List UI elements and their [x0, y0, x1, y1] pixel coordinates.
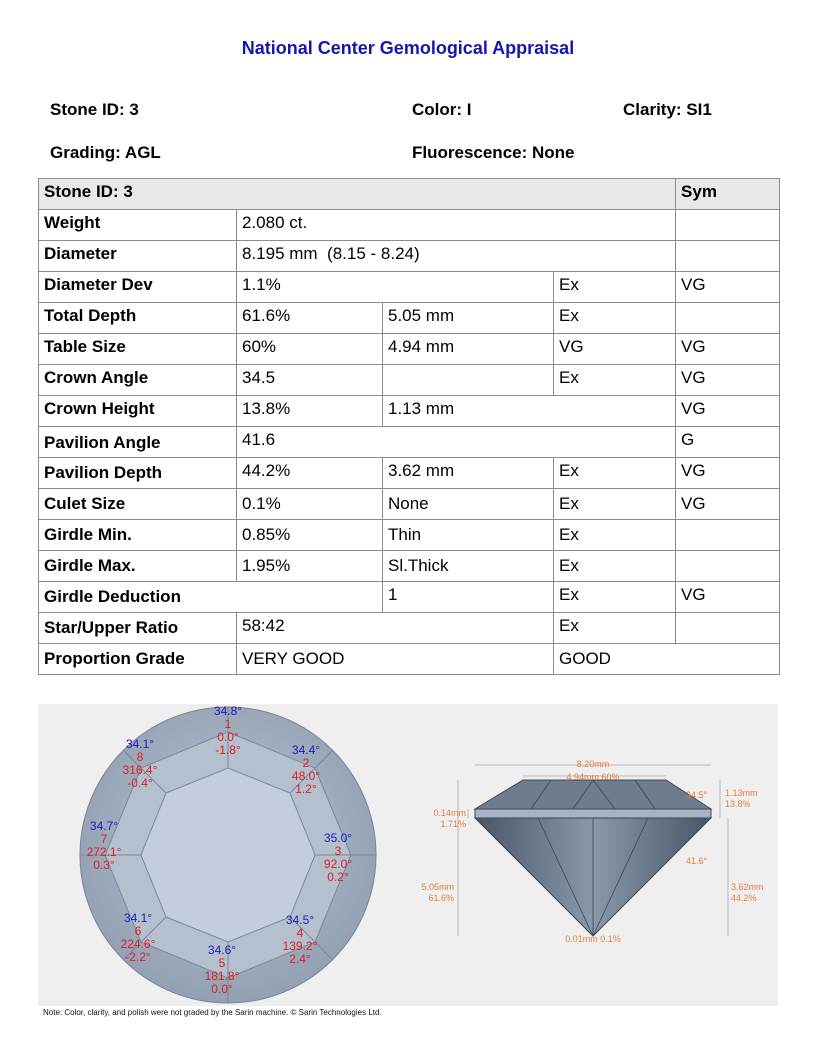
profile-total-depth-pct: 61.6% — [428, 893, 454, 903]
row-label: Proportion Grade — [39, 644, 237, 675]
row-sym: VG — [676, 489, 780, 520]
row-value: 1.1% — [237, 272, 554, 303]
row-grade: Ex — [554, 489, 676, 520]
row-label: Girdle Deduction — [39, 582, 383, 613]
row-sym: VG — [676, 272, 780, 303]
table-row — [39, 365, 780, 396]
sector-deviation-label: -1.8° — [215, 743, 241, 757]
profile-table: 4.94mm 60% — [566, 772, 620, 782]
sector-angle-label: 34.1° — [125, 737, 155, 751]
row-sym — [676, 551, 780, 582]
table-row — [39, 489, 780, 520]
color-header: Color: I — [412, 100, 472, 119]
row-label: Total Depth — [39, 303, 237, 334]
table-row — [39, 241, 780, 272]
profile-pavilion-angle: 41.6° — [686, 856, 708, 866]
row-label: Pavilion Depth — [39, 458, 237, 489]
row-label: Star/Upper Ratio — [39, 613, 237, 644]
profile-crown-height-mm: 1.13mm — [725, 788, 758, 798]
row-mm: 1.13 mm — [383, 396, 676, 427]
row-sym — [676, 613, 780, 644]
row-label: Girdle Min. — [39, 520, 237, 551]
row-label: Girdle Max. — [39, 551, 237, 582]
grading-header: Grading: AGL — [50, 143, 161, 162]
table-row — [39, 210, 780, 241]
row-mm: None — [383, 489, 554, 520]
sector-angle-label: 35.0° — [323, 831, 353, 845]
row-label: Diameter — [39, 241, 237, 272]
sector-angle-label: 34.4° — [291, 743, 321, 757]
row-label: Crown Angle — [39, 365, 237, 396]
sector-azimuth-label: 316.4° — [122, 763, 158, 777]
profile-culet: 0.01mm 0.1% — [565, 934, 621, 944]
row-sym — [676, 303, 780, 334]
row-value: 58:42 — [237, 613, 554, 644]
sector-azimuth-label: 139.2° — [282, 939, 318, 953]
row-mm: 5.05 mm — [383, 303, 554, 334]
table-row — [39, 272, 780, 303]
row-mm: 3.62 mm — [383, 458, 554, 489]
profile-girdle-mm: 0.14mm — [433, 808, 466, 818]
row-mm — [383, 365, 554, 396]
sector-angle-label: 34.1° — [123, 911, 153, 925]
sector-deviation-label: 0.0° — [211, 982, 233, 996]
report-title: National Center Gemological Appraisal — [241, 38, 575, 58]
diamond-diagram — [38, 704, 778, 1006]
row-grade: Ex — [554, 303, 676, 334]
row-grade: Ex — [554, 520, 676, 551]
profile-view — [421, 759, 763, 944]
top-view — [80, 704, 376, 1003]
sector-angle-label: 34.8° — [213, 704, 243, 718]
sector-number-label: 6 — [134, 924, 142, 938]
table-row — [39, 303, 780, 334]
row-label: Diameter Dev — [39, 272, 237, 303]
sector-number-label: 7 — [100, 832, 108, 846]
sector-angle-label: 34.7° — [89, 819, 119, 833]
sector-number-label: 1 — [224, 717, 232, 731]
row-mm: Sl.Thick — [383, 551, 554, 582]
row-label: Weight — [39, 210, 237, 241]
sector-deviation-label: -0.4° — [127, 776, 153, 790]
clarity-header: Clarity: SI1 — [623, 100, 712, 119]
row-value: 0.1% — [237, 489, 383, 520]
stone-id-header: Stone ID: 3 — [50, 100, 139, 119]
sym-column-header: Sym — [676, 179, 780, 210]
profile-total-depth-mm: 5.05mm — [421, 882, 454, 892]
row-sym: VG — [676, 396, 780, 427]
sector-angle-label: 34.5° — [285, 913, 315, 927]
profile-diameter: 8.20mm — [576, 759, 610, 769]
sector-azimuth-label: 224.6° — [120, 937, 156, 951]
sector-deviation-label: 1.2° — [295, 782, 317, 796]
sector-azimuth-label: 181.8° — [204, 969, 240, 983]
row-value: VERY GOOD — [237, 644, 554, 675]
fluorescence-header: Fluorescence: None — [412, 143, 575, 162]
measurements-table — [38, 178, 780, 675]
row-sym: VG — [676, 334, 780, 365]
row-grade: Ex — [554, 613, 676, 644]
row-grade: Ex — [554, 272, 676, 303]
sector-deviation-label: -2.2° — [125, 950, 151, 964]
row-value: 41.6 — [237, 427, 676, 458]
sector-number-label: 2 — [302, 756, 310, 770]
table-row — [39, 520, 780, 551]
row-label: Crown Height — [39, 396, 237, 427]
sector-azimuth-label: 48.0° — [291, 769, 321, 783]
row-sym — [676, 520, 780, 551]
sector-deviation-label: 0.3° — [93, 858, 115, 872]
row-mm: 4.94 mm — [383, 334, 554, 365]
row-grade: Ex — [554, 365, 676, 396]
table-row — [39, 582, 780, 613]
row-sym: VG — [676, 458, 780, 489]
row-grade: VG — [554, 334, 676, 365]
row-sym — [676, 210, 780, 241]
row-sym: VG — [676, 582, 780, 613]
girdle-profile — [475, 809, 711, 818]
table-row — [39, 551, 780, 582]
profile-crown-angle: 34.5° — [686, 790, 708, 800]
table-row — [39, 613, 780, 644]
sector-deviation-label: 2.4° — [289, 952, 311, 966]
sector-number-label: 5 — [218, 956, 226, 970]
footnote: Note: Color, clarity, and polish were not graded by the Sarin machine. © Sarin Technologies Ltd. — [43, 1008, 382, 1017]
row-value: 8.195 mm (8.15 - 8.24) — [237, 241, 676, 272]
crown-profile — [475, 780, 711, 809]
table-row — [39, 458, 780, 489]
row-value: 13.8% — [237, 396, 383, 427]
row-mm: Thin — [383, 520, 554, 551]
sector-angle-label: 34.6° — [207, 943, 237, 957]
row-value: 2.080 ct. — [237, 210, 676, 241]
table-stone-id: Stone ID: 3 — [39, 179, 676, 210]
profile-pavilion-depth-mm: 3.62mm — [731, 882, 764, 892]
sector-number-label: 4 — [296, 926, 304, 940]
profile-pavilion-depth-pct: 44.2% — [731, 893, 757, 903]
row-value: 1.95% — [237, 551, 383, 582]
table-row — [39, 396, 780, 427]
diamond-diagram-svg — [38, 704, 778, 1006]
sector-azimuth-label: 0.0° — [217, 730, 239, 744]
sector-deviation-label: 0.2° — [327, 870, 349, 884]
row-value: 34.5 — [237, 365, 383, 396]
row-value: 44.2% — [237, 458, 383, 489]
row-label: Pavilion Angle — [39, 427, 237, 458]
profile-girdle-pct: 1.71% — [440, 819, 466, 829]
row-value: 61.6% — [237, 303, 383, 334]
row-grade: GOOD — [554, 644, 780, 675]
sector-number-label: 8 — [136, 750, 144, 764]
table-row — [39, 427, 780, 458]
table-row — [39, 334, 780, 365]
row-sym — [676, 241, 780, 272]
row-grade: Ex — [554, 582, 676, 613]
sector-number-label: 3 — [334, 844, 342, 858]
table-row — [39, 644, 780, 675]
row-sym: G — [676, 427, 780, 458]
row-sym: VG — [676, 365, 780, 396]
sector-azimuth-label: 92.0° — [323, 857, 353, 871]
row-label: Culet Size — [39, 489, 237, 520]
row-grade: Ex — [554, 551, 676, 582]
row-mm: 1 — [383, 582, 554, 613]
sector-azimuth-label: 272.1° — [86, 845, 122, 859]
row-value: 0.85% — [237, 520, 383, 551]
row-label: Table Size — [39, 334, 237, 365]
row-value: 60% — [237, 334, 383, 365]
profile-crown-height-pct: 13.8% — [725, 799, 751, 809]
row-grade: Ex — [554, 458, 676, 489]
table-header-row — [39, 179, 780, 210]
